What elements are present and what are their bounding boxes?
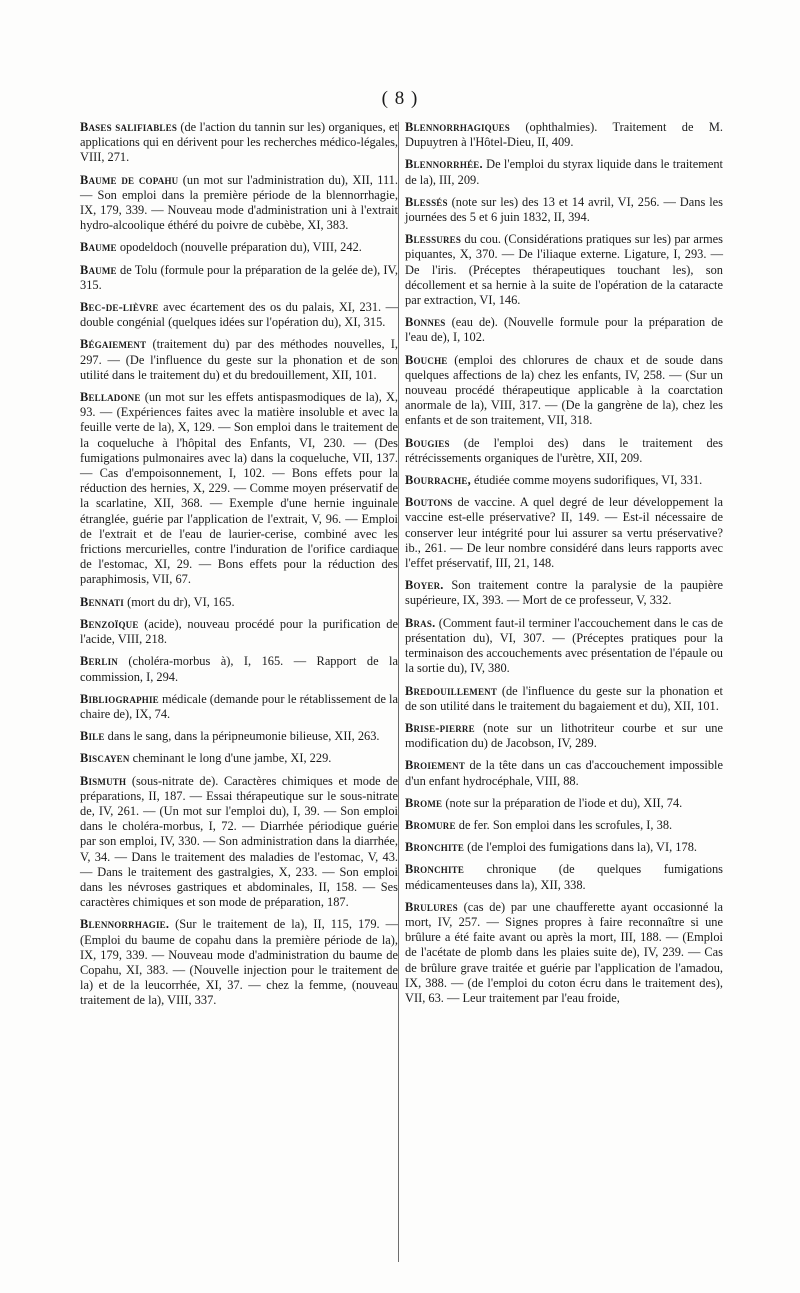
index-entry [405, 818, 723, 833]
index-entry [405, 315, 723, 345]
entry-heading: Bégaiement [80, 337, 147, 352]
entry-heading: Bromure [405, 817, 456, 832]
entry-heading: Bennati [80, 594, 125, 609]
entry-text: (Sur le traitement de la), II, 115, 179. — (Emploi du baume de copahu dans la première période de la), IX, 179, 339. — Nouveau mode d'administration du baume de Copahu, XI, 383. — (Nouvelle injection pour le traitement de la) et de la leucorrhée, XI, 37. — chez la femme, (nouveau traitement de la), VIII, 337. [80, 917, 398, 1008]
entry-text: (note sur un lithotriteur courbe et sur une modification du) de Jacobson, IV, 289. [405, 720, 723, 751]
entry-text: (cas de) par une chaufferette ayant occasionné la mort, IV, 257. — Signes propres à faire reconnaître si une brûlure a été faite avant ou après la mort, III, 188. — (Emploi de l'acétate de plomb dans les plaies suite de), IV, 239. — Cas de brûlure grave traitée et guérie par l'application de l'amadou, IX, 388. — (de l'emploi du coton écru dans le traitement des), VII, 63. — Leur traitement par l'eau froide, [405, 899, 723, 1005]
entry-text: de la tête dans un cas d'accouchement impossible d'un enfant hydrocéphale, VIII, 88. [405, 758, 723, 788]
index-entry [405, 578, 723, 608]
index-entry [80, 390, 398, 588]
entry-heading: Broiement [405, 758, 466, 773]
index-entry [405, 840, 723, 855]
entry-heading: Belladone [80, 390, 141, 405]
entry-heading: Brome [405, 795, 443, 810]
entry-text: (un mot sur les effets antispasmodiques de la), X, 93. — (Expériences faites avec la matière insoluble et avec la feuille verte de la), X, 129. — Son emploi dans le traitement de la coqueluche à l'hôpital des Enfants, VI, 230. — (Des fumigations pulmonaires avec la) dans la coqueluche, VII, 137. — Cas d'empoisonnement, I, 102. — Bons effets pour la réduction des hernies, X, 229. — Comme moyen préservatif de la scarlatine, XII, 368. — Exemple d'une hernie inguinale étranglée, guérie par l'application de l'extrait, V, 96. — Emploi de l'extrait et de l'eau de laurier-cerise, combiné avec les frictions mercurielles, contre l'induration de l'orifice cardiaque de l'estomac, XI, 29. — Bons effets pour la réduction des paraphimosis, VII, 67. [80, 390, 398, 587]
entry-heading: Baume [80, 240, 117, 255]
index-entry [80, 692, 398, 722]
entry-text: (acide), nouveau procédé pour la purification de l'acide, VIII, 218. [80, 616, 398, 647]
index-entry [405, 721, 723, 751]
entry-heading: Bismuth [80, 773, 127, 788]
entry-heading: Bourrache, [405, 473, 471, 488]
entry-text: Son traitement contre la paralysie de la paupière supérieure, IX, 393. — Mort de ce professeur, V, 332. [405, 578, 723, 608]
entry-heading: Blennorrhée. [405, 157, 483, 172]
index-entry [405, 353, 723, 429]
entry-heading: Boyer. [405, 578, 444, 593]
entry-text: de vaccine. A quel degré de leur développement la vaccine est-elle préservative? II, 149. — Est-il nécessaire de conserver leur intégrité pour lui assurer sa vertu préservative? ib., 261. — De leur nombre considéré dans leurs rapports avec l'effet préservatif, III, 21, 148. [405, 495, 723, 571]
entry-heading: Boutons [405, 495, 453, 510]
entry-text: De l'emploi du styrax liquide dans le traitement de la), III, 209. [405, 157, 723, 187]
entry-text: (de l'emploi des fumigations dans la), VI, 178. [464, 840, 697, 855]
entry-heading: Bile [80, 729, 105, 744]
index-entry [80, 751, 398, 766]
index-entry [80, 300, 398, 330]
entry-heading: Bases salifiables [80, 120, 178, 134]
page-number: ( 8 ) [381, 88, 419, 109]
index-entry [405, 436, 723, 466]
entry-text: (de l'action du tannin sur les) organiques, et applications qui en dérivent pour les recherches médico-légales, VIII, 271. [80, 120, 398, 165]
entry-text: opodeldoch (nouvelle préparation du), VIII, 242. [116, 240, 362, 255]
entry-heading: Bibliographie [80, 691, 159, 706]
entry-text: dans le sang, dans la péripneumonie bilieuse, XII, 263. [104, 729, 380, 744]
entry-text: cheminant le long d'une jambe, XI, 229. [129, 751, 332, 766]
index-entry [80, 917, 398, 1008]
entry-heading: Biscayen [80, 751, 130, 766]
index-entry [80, 173, 398, 234]
entry-text: (eau de). (Nouvelle formule pour la préparation de l'eau de), I, 102. [405, 315, 723, 345]
entry-text: (emploi des chlorures de chaux et de soude dans quelques affections de la) chez les enfants, IV, 258. — (Sur un nouveau procédé thérapeutique applicable à la coarctation anormale de la), VIII, 317. — (De la gangrène de la), chez les enfants et de son traitement, VII, 318. [405, 352, 723, 428]
entry-text: de Tolu (formule pour la préparation de la gelée de), IV, 315. [80, 262, 398, 292]
entry-text: (de l'influence du geste sur la phonation et de son utilité dans le traitement du bagaiement et du), XII, 101. [405, 683, 723, 713]
entry-heading: Bec-de-lièvre [80, 300, 159, 315]
index-entry [80, 654, 398, 684]
index-entry [80, 595, 398, 610]
entry-text: (traitement du) par des méthodes nouvelles, I, 297. — (De l'influence du geste sur la phonation et de son utilité dans le traitement du) et du bredouillement, XII, 101. [80, 337, 398, 382]
entry-heading: Bouche [405, 352, 448, 367]
index-entry [80, 729, 398, 744]
entry-text: (mort du dr), VI, 165. [124, 594, 235, 609]
index-entry [80, 120, 398, 166]
entry-text: (choléra-morbus à), I, 165. — Rapport de la commission, I, 294. [80, 654, 398, 684]
entry-heading: Bougies [405, 435, 450, 450]
entry-text: (note sur la préparation de l'iode et du), XII, 74. [442, 795, 683, 810]
left-column [80, 120, 398, 1016]
index-entry [405, 157, 723, 187]
index-entry [80, 240, 398, 255]
entry-text: (note sur les) des 13 et 14 avril, VI, 256. — Dans les journées des 5 et 6 juin 1832, II, 394. [405, 194, 723, 225]
index-entry [405, 616, 723, 677]
entry-text: (ophthalmies). Traitement de M. Dupuytren à l'Hôtel-Dieu, II, 409. [405, 120, 723, 150]
entry-heading: Blennorrhagiques [405, 120, 510, 134]
entry-heading: Blessures [405, 232, 462, 247]
entry-text: chronique (de quelques fumigations médicamenteuses dans la), XII, 338. [405, 862, 723, 892]
index-entry [405, 796, 723, 811]
column-divider [398, 122, 399, 1262]
index-entry [405, 120, 723, 150]
entry-heading: Blessés [405, 194, 448, 209]
entry-text: de fer. Son emploi dans les scrofules, I, 38. [455, 817, 673, 832]
right-column [405, 120, 723, 1013]
index-entry [405, 495, 723, 571]
index-entry [80, 617, 398, 647]
entry-heading: Bredouillement [405, 683, 498, 698]
entry-text: étudiée comme moyens sudorifiques, VI, 331. [470, 473, 703, 488]
index-entry [405, 232, 723, 308]
entry-heading: Blennorrhagie. [80, 917, 170, 932]
index-entry [405, 684, 723, 714]
entry-heading: Baume [80, 262, 117, 277]
entry-text: (sous-nitrate de). Caractères chimiques et mode de préparations, II, 187. — Essai thérapeutique sur le sous-nitrate de, IV, 261. — (Un mot sur l'emploi du), I, 39. — Son emploi dans le choléra-morbus, I, 72. — Diarrhée périodique guérie par son emploi, IV, 330. — Son administration dans la diarrhée, V, 34. — Dans le traitement des maladies de l'estomac, V, 43. — Dans le traitement des gastralgies, X, 233. — Son emploi dans les névroses gastriques et abdominales, II, 158. — Ses caractères chimiques et son mode de préparation, 187. [80, 773, 398, 910]
entry-heading: Berlin [80, 654, 118, 669]
entry-heading: Brise-pierre [405, 720, 475, 735]
entry-heading: Bronchite [405, 840, 465, 855]
entry-text: médicale (demande pour le rétablissement de la chaire de), IX, 74. [80, 691, 398, 721]
entry-heading: Bonnes [405, 315, 446, 330]
entry-text: avec écartement des os du palais, XI, 231. — double congénial (quelques idées sur l'opération du), XI, 315. [80, 300, 398, 330]
index-entry [80, 774, 398, 911]
index-entry [405, 195, 723, 225]
index-entry [80, 337, 398, 383]
index-entry [405, 862, 723, 892]
index-entry [405, 473, 723, 488]
entry-heading: Bras. [405, 615, 436, 630]
entry-heading: Bronchite [405, 862, 465, 877]
entry-text: (de l'emploi des) dans le traitement des rétrécissements organiques de l'urètre, XII, 209. [405, 435, 723, 465]
entry-heading: Benzoïque [80, 616, 139, 631]
index-entry [405, 758, 723, 788]
entry-heading: Brulures [405, 899, 458, 914]
entry-heading: Baume de copahu [80, 172, 179, 187]
index-entry [405, 900, 723, 1006]
entry-text: (un mot sur l'administration du), XII, 111. — Son emploi dans la première période de la blennorrhagie, IX, 179, 339. — Nouveau mode d'administration uni à l'extrait hydro-alcoolique éthéré du poivre de cubèbe, XI, 383. [80, 172, 398, 233]
entry-text: (Comment faut-il terminer l'accouchement dans le cas de présentation du), VI, 307. — (Préceptes pratiques pour la terminaison des accouchements avec présentation de l'épaule ou la sortie du), IV, 380. [405, 615, 723, 676]
index-entry [80, 263, 398, 293]
entry-text: du cou. (Considérations pratiques sur les) par armes piquantes, X, 370. — De l'iliaque externe. Ligature, I, 293. — De l'iris. (Préceptes thérapeutiques touchant les), son décollement et sa hernie à la suite de l'opération de la cataracte par extraction, VI, 146. [405, 232, 723, 308]
